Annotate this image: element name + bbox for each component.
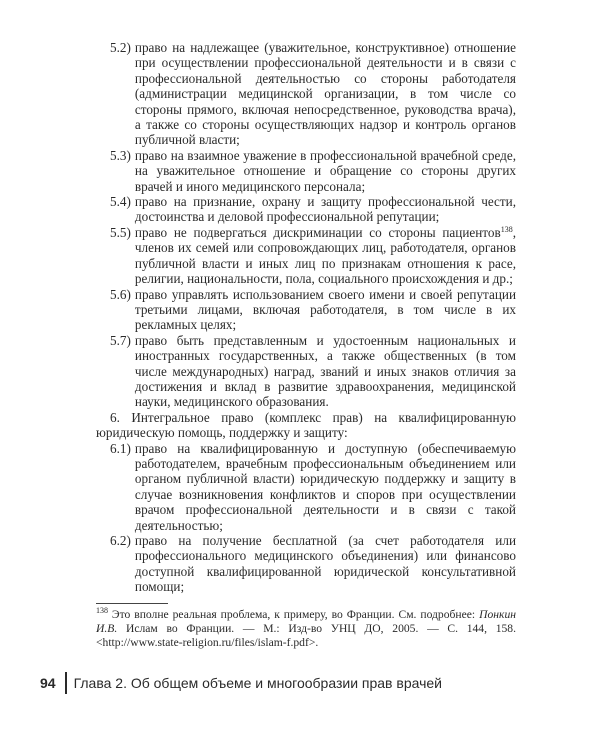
item-number: 6.2) — [110, 533, 131, 548]
list-item-5-4 — [96, 194, 516, 225]
footnote-reference[interactable]: 138 — [500, 224, 513, 234]
footnote — [96, 608, 516, 650]
item-text-before-ref: право не подвергаться дискриминации со стороны пациентов — [134, 224, 501, 240]
list-item-6-2 — [96, 533, 516, 595]
footer-divider — [65, 672, 67, 694]
item-number: 5.5) — [110, 224, 131, 240]
page-number: 94 — [40, 675, 56, 691]
list-item-6-1 — [96, 441, 516, 533]
item-number: 6.1) — [110, 440, 131, 456]
item-number: 5.4) — [110, 194, 131, 210]
item-text — [135, 225, 516, 287]
item-text: право на квалифицированную и доступную (обеспечиваемую работодателем, врачебным профессиональным объединением или органом публичной власти) юридическую поддержку и защиту в случае возникновения конфликтов и споров при осуществлении врачом профессиональной деятельности и в связи с такой деятельностью; — [134, 440, 516, 533]
list-item-5-3 — [96, 148, 516, 194]
list-item-5-7 — [96, 333, 516, 410]
item-text: право на взаимное уважение в профессиональной врачебной среде, на уважительное отношение и обращение со стороны других врачей и иного медицинского персонала; — [134, 147, 516, 194]
item-number: 5.3) — [110, 147, 131, 163]
list-item-5-5 — [96, 225, 516, 287]
item-text-after-ref: , членов их семей или сопровождающих лиц, работодателя, органов публичной власти и иных лиц по признакам отношения к расе, религии, национальности, пола, социального происхождения и др.; — [134, 224, 516, 287]
item-text: право быть представленным и удостоенным национальных и иностранных государственных, а также общественных (в том числе международных) наград, званий и иных знаков отличия за достижения и вклад в развитие здравоохранения, медицинской науки, медицинского образования. — [134, 332, 516, 410]
item-number: 5.2) — [110, 40, 131, 55]
list-item-5-6 — [96, 287, 516, 333]
item-text: право на признание, охрану и защиту профессиональной чести, достоинства и деловой профессиональной репутации; — [134, 194, 516, 225]
item-number: 5.6) — [110, 286, 131, 302]
page-footer — [40, 672, 442, 694]
footnote-text-2: Ислам во Франции. — М.: Изд-во УНЦ ДО, 2005. — С. 144, 158. <http://www.state-religion.ru/files/islam-f.pdf>. — [96, 622, 516, 649]
footnote-text-1: Это вполне реальная проблема, к примеру, во Франции. См. подробнее: — [108, 608, 480, 621]
item-text: право на надлежащее (уважительное, конструктивное) отношение при осуществлении профессиональной деятельности и в связи с профессиональной деятельностью со стороны работодателя (администрации медицинской организации, в том числе со стороны прямого, включая непосредственное, руководства врача), а также со стороны осуществляющих надзор и контроль органов публичной власти; — [134, 40, 516, 148]
running-header: Глава 2. Об общем объеме и многообразии прав врачей — [73, 675, 442, 691]
footnote-divider — [96, 603, 168, 604]
list-item-5-2 — [96, 40, 516, 148]
footnote-author: Понкин И.В. — [96, 608, 516, 635]
main-text — [96, 40, 516, 595]
item-text: право управлять использованием своего имени и своей репутации третьими лицами, включая работодателя, в том числе в их рекламных целях; — [134, 286, 516, 333]
paragraph-6: 6. Интегральное право (комплекс прав) на квалифицированную юридическую помощь, поддержку и защиту: — [96, 409, 516, 441]
footnote-number: 138 — [96, 606, 108, 615]
item-number: 5.7) — [110, 332, 131, 348]
item-text: право на получение бесплатной (за счет работодателя или профессионального медицинского объединения) или финансово доступной квалифицированной юридической консультативной помощи; — [134, 533, 516, 595]
